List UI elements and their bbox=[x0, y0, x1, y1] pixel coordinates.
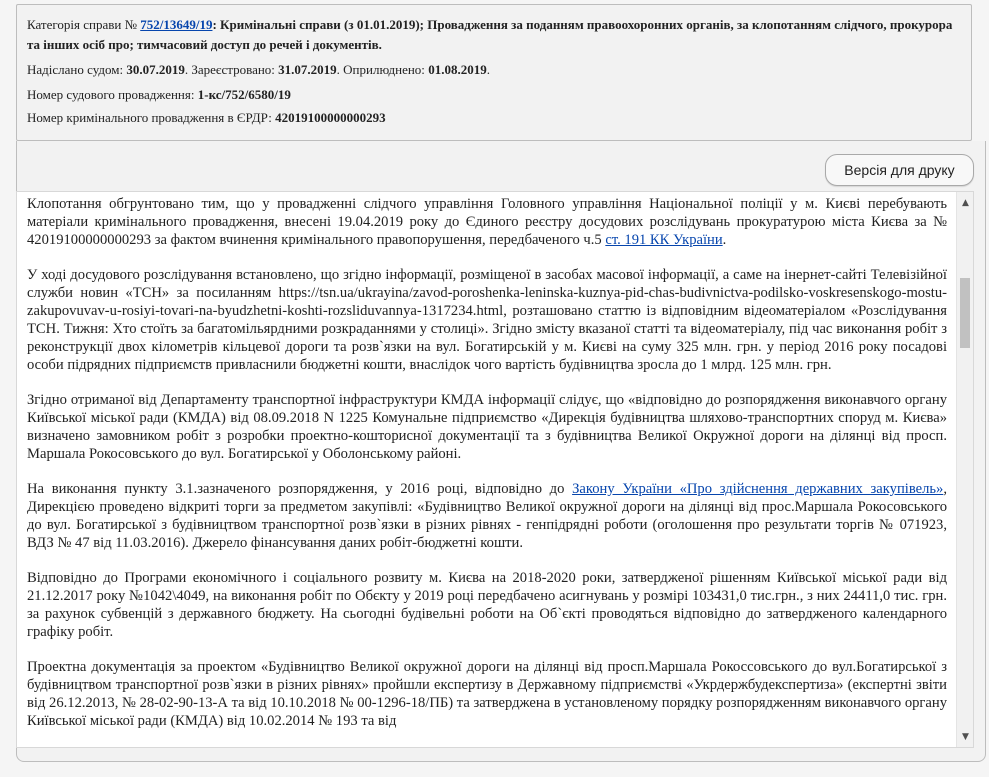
sent-date: 30.07.2019 bbox=[126, 62, 185, 77]
scroll-down-icon[interactable]: ▼ bbox=[962, 731, 969, 742]
criminal-case-number: Номер кримінального провадження в ЄРДР: 42019100000000293 bbox=[27, 110, 386, 125]
criminal-case-value: 42019100000000293 bbox=[275, 110, 386, 125]
paragraph-1: Клопотання обгрунтовано тим, що у провадженні слідчого управління Головного управління Національної поліції у м. Києві перебувають матеріали кримінального провадження, внесені 19.04.2019 року до Єдиного реєстру досудових розслідувань прокуратурою міста Києва за № 42019100000000293 за фактом вчинення кримінального правопорушення, передбаченого ч.5 ст. 191 КК України. bbox=[27, 196, 947, 248]
document-content bbox=[27, 192, 947, 747]
paragraph-3: Згідно отриманої від Департаменту транспортної інфраструктури КМДА інформації слідує, що «відповідно до розпорядження виконавчого органу Київської міської ради (КМДА) від 08.09.2018 N 1225 Комунальне підприємство «Дирекція будівництва шляхово-транспортних споруд м. Києва» визначено замовником робіт з розробки проектно-кошторисної документації та з будівництва Великої Окружної дороги на ділянці від просп. Маршала Рокосовського до вул. Богатирської у Оболонському районі. bbox=[27, 392, 947, 462]
case-category: Категорія справи № 752/13649/19: Кримінальні справи (з 01.01.2019); Провадження за поданням правоохоронних органів, за клопотанням слідчого, прокурора та інших осіб про; тимчасовий доступ до речей і документів. bbox=[27, 17, 953, 52]
procurement-law-link[interactable]: Закону України «Про здійснення державних закупівель» bbox=[572, 481, 944, 497]
case-dates: Надіслано судом: 30.07.2019. Зареєстровано: 31.07.2019. Оприлюднено: 01.08.2019. bbox=[27, 62, 490, 77]
print-version-button[interactable]: Версія для друку bbox=[825, 154, 974, 186]
page-bottom-strip bbox=[0, 762, 989, 777]
document-viewer bbox=[16, 191, 974, 748]
vertical-scrollbar[interactable] bbox=[956, 192, 973, 747]
scroll-up-icon[interactable]: ▲ bbox=[962, 197, 969, 208]
paragraph-6: Проектна документація за проектом «Будівництво Великої окружної дороги на ділянці від просп.Маршала Рокоссовського до вул.Богатирської з будівництвом транспортної розв`язки в різних рівнях» пройшли експертизу в Державному підприємстві «Укрдержбудекспертиза» (експертні звіти від 26.12.2013, № 28-02-90-13-А та від 10.10.2018 № 00-1296-18/ПБ) та затверджена в установленому порядку розпорядженням виконавчого органу Київської міської ради (КМДА) від 10.02.2014 № 193 та від bbox=[27, 659, 947, 729]
court-case-value: 1-кс/752/6580/19 bbox=[197, 87, 291, 102]
scrollbar-thumb[interactable] bbox=[960, 278, 970, 348]
published-date: 01.08.2019 bbox=[428, 62, 487, 77]
paragraph-5: Відповідно до Програми економічного і соціального розвиту м. Києва на 2018-2020 роки, затвердженої рішенням Київської міської ради від 21.12.2017 року №1042\4049, на виконання робіт по Обєкту у 2019 році передбачено асигнувань у розмірі 103431,0 тис.грн., з них 24411,0 тис. грн. за рахунок субвенцій з державного бюджету. На сьогодні будівельні роботи на Об`єкті проводяться відповідно до затвердженого календарного графіку робіт. bbox=[27, 570, 947, 640]
registered-date: 31.07.2019 bbox=[278, 62, 337, 77]
case-info-panel bbox=[16, 4, 972, 141]
case-category-text: : Кримінальні справи (з 01.01.2019); Провадження за поданням правоохоронних органів, за клопотанням слідчого, прокурора та інших осіб про; тимчасовий доступ до речей і документів. bbox=[27, 17, 953, 52]
paragraph-2: У ході досудового розслідування встановлено, що згідно інформації, розміщеної в засобах масової інформації, а саме на інернет-сайті Телевізійної служби новин «ТСН» за посиланням https://tsn.ua/ukrayina/zavod-poroshenka-leninska-kuznya-pid-chas-budivnictva-podilsko-voskresenskogo-mostu-zakupovuvav-u-rosiyi-tovari-na-byudzhetni-koshti-rozsliduvannya-1317234.html, розташовано статтю із відповідним відеоматеріалом «Розслідування ТСН. Тижня: Хто стоїть за багатомільярдними розкраданнями у столиці». Згідно змісту вказаної статті та відеоматеріалу, під час виконання робіт з реконструкції двох кілометрів кільцевої дороги та розв`язки на вул. Богатирській у м. Києві на суму 325 млн. грн. у період 2016 року посадові особи підрядних підприємств привласнили бюджетні кошти, внаслідок чого вартість будівництва зросла до 1 млрд. 125 млн. грн. bbox=[27, 267, 947, 373]
article-191-link[interactable]: ст. 191 КК України bbox=[605, 232, 723, 248]
case-number-link[interactable]: 752/13649/19 bbox=[140, 17, 213, 32]
paragraph-4: На виконання пункту 3.1.зазначеного розпорядження, у 2016 році, відповідно до Закону України «Про здійснення державних закупівель», Дирекцією проведено відкриті торги за предметом закупівлі: «Будівництво Великої окружної дороги на ділянці від прос.Маршала Рокосовського до вул. Богатирської з будівництвом транспортної розв`язки в різних рівнях - генпідрядні роботи (оголошення про результати торгів № 071923, ВДЗ № 47 від 11.03.2016). Джерело фінансування даних робіт-бюджетні кошти. bbox=[27, 481, 947, 551]
court-case-number: Номер судового провадження: 1-кс/752/6580/19 bbox=[27, 87, 291, 102]
